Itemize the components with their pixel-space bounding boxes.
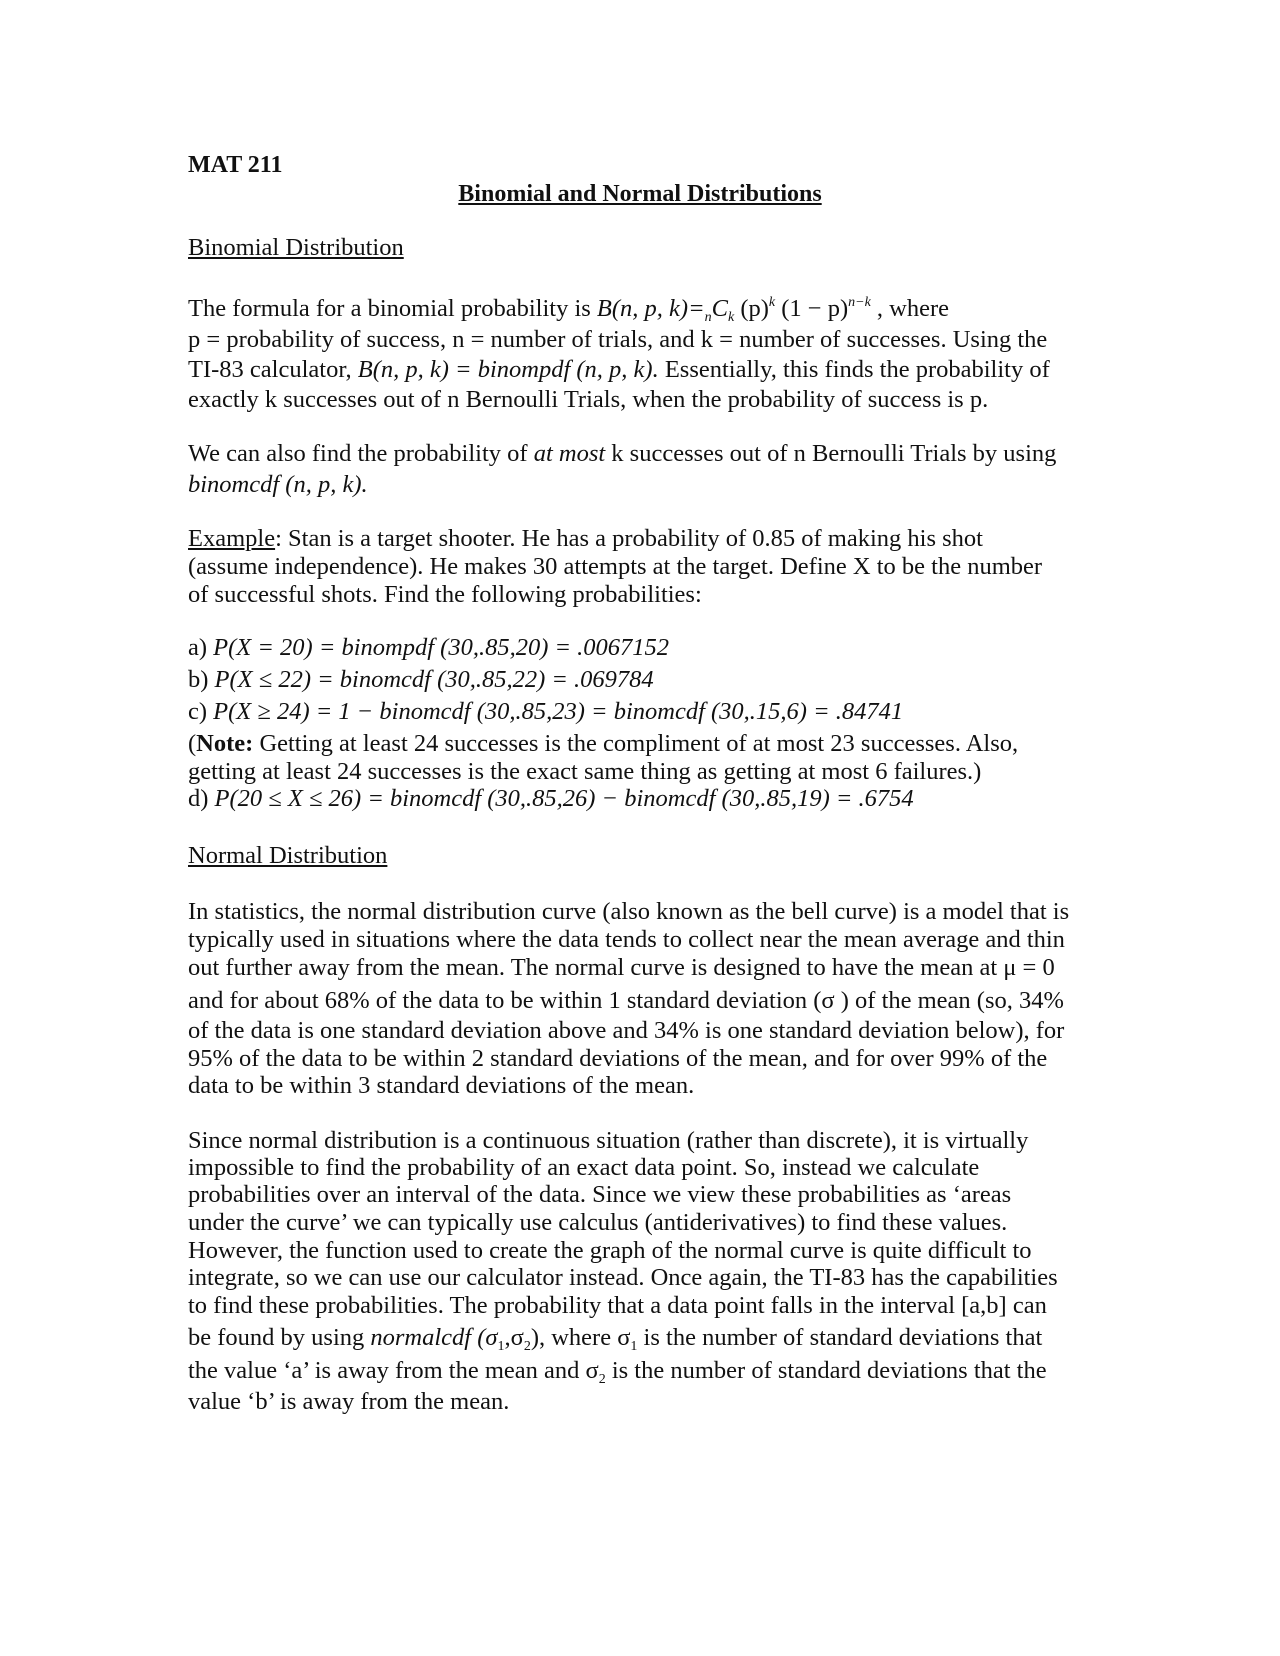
exact-line: exactly k successes out of n Bernoulli Trials, when the probability of success is p.: [188, 386, 989, 413]
note-line-2: getting at least 24 successes is the exact same thing as getting at most 6 failures.): [188, 758, 982, 785]
found-start: be found by using: [188, 1324, 371, 1351]
formula-B: B(n, p, k)=: [596, 295, 705, 322]
sigma-1-sub: 1: [497, 1339, 505, 1354]
part-b: [188, 665, 654, 695]
part-a: [188, 633, 669, 663]
part-d-label: d): [188, 785, 215, 812]
part-c-label: c): [188, 698, 214, 725]
atmost-line: [188, 439, 1056, 469]
part-c: [188, 697, 903, 727]
normal-p2-line-6: integrate, so we can use our calculator instead. Once again, the TI-83 has the capabilities: [188, 1264, 1058, 1291]
found-mid: ,σ: [504, 1324, 524, 1351]
normal-p1-line-7: data to be within 3 standard deviations of the mean.: [188, 1072, 695, 1099]
normal-p1-line-6: 95% of the data to be within 2 standard deviations of the mean, and for over 99% of the: [188, 1045, 1048, 1072]
normal-heading: Normal Distribution: [188, 842, 388, 869]
example-line-1-rest: : Stan is a target shooter. He has a probability of 0.85 of making his shot: [275, 525, 983, 552]
example-line-3: of successful shots. Find the following probabilities:: [188, 581, 702, 608]
definitions-line: p = probability of success, n = number of trials, and k = number of successes. Using the: [188, 326, 1048, 353]
page-title: Binomial and Normal Distributions: [458, 181, 822, 207]
part-a-expression: P(X = 20) = binompdf (30,.85,20) = .0067152: [213, 634, 670, 661]
example-label: Example: [188, 525, 276, 552]
part-b-label: b): [188, 666, 215, 693]
value-b-line: value ‘b’ is away from the mean.: [188, 1388, 510, 1415]
found-end: is the number of standard deviations that: [637, 1324, 1043, 1351]
formula-intro: The formula for a binomial probability is: [188, 295, 597, 322]
formula-tail: , where: [870, 295, 950, 322]
normal-p2-line-2: impossible to find the probability of an exact data point. So, instead we calculate: [188, 1154, 980, 1181]
normal-p1-line-5: of the data is one standard deviation above and 34% is one standard deviation below), for: [188, 1017, 1065, 1044]
note-line-1-rest: Getting at least 24 successes is the compliment of at most 23 successes. Also,: [253, 730, 1019, 757]
value-a-end: is the number of standard deviations that the: [605, 1357, 1047, 1384]
formula-exp-k: k: [768, 295, 776, 310]
normal-p1-line-2: typically used in situations where the data tends to collect near the mean average and thin: [188, 926, 1065, 953]
part-d-expression: P(20 ≤ X ≤ 26) = binomcdf (30,.85,26) − binomcdf (30,.85,19) = .6754: [214, 785, 914, 812]
normal-p2-line-5: However, the function used to create the graph of the normal curve is quite difficult to: [188, 1237, 1032, 1264]
example-line-2: (assume independence). He makes 30 attempts at the target. Define X to be the number: [188, 553, 1043, 580]
ti-start: TI-83 calculator,: [188, 356, 358, 383]
formula-p: (p): [734, 295, 769, 322]
example-line-1: [188, 524, 983, 554]
found-where: where σ: [545, 1324, 631, 1351]
where-sigma-1-sub: 1: [630, 1339, 638, 1354]
value-a-line: [188, 1356, 1047, 1386]
normal-p2-line-7: to find these probabilities. The probability that a data point falls in the interval [a,b] can: [188, 1292, 1047, 1319]
formula-k: k: [727, 310, 735, 325]
found-close: ),: [530, 1324, 546, 1351]
normal-p1-line-4: and for about 68% of the data to be within 1 standard deviation (σ ) of the mean (so, 34%: [188, 987, 1064, 1014]
ti83-line: [188, 355, 1050, 385]
note-label: Note:: [196, 730, 254, 757]
binomial-formula-line: [188, 294, 949, 324]
atmost-start: We can also find the probability of: [188, 440, 534, 467]
normalcdf-line: [188, 1323, 1042, 1353]
value-a-sigma-sub: 2: [598, 1372, 606, 1387]
part-a-label: a): [188, 634, 214, 661]
part-b-expression: P(X ≤ 22) = binomcdf (30,.85,22) = .069784: [214, 666, 654, 693]
ti-end: Essentially, this finds the probability of: [658, 356, 1050, 383]
normal-p2-line-4: under the curve’ we can typically use calculus (antiderivatives) to find these values.: [188, 1209, 1008, 1236]
normalcdf-fn: normalcdf (σ: [370, 1324, 498, 1351]
binomial-heading: Binomial Distribution: [188, 234, 404, 261]
note-line-1: [188, 729, 1018, 759]
normal-p2-line-1: Since normal distribution is a continuous situation (rather than discrete), it is virtually: [188, 1127, 1029, 1154]
part-d: [188, 784, 914, 814]
normal-p1-line-1: In statistics, the normal distribution curve (also known as the bell curve) is a model that is: [188, 898, 1070, 925]
atmost-end: k successes out of n Bernoulli Trials by using: [605, 440, 1057, 467]
normal-p2-line-3: probabilities over an interval of the data. Since we view these probabilities as ‘areas: [188, 1181, 1012, 1208]
note-open: (: [188, 730, 197, 757]
atmost-em: at most: [533, 440, 606, 467]
formula-exp-nk: n−k: [848, 295, 871, 310]
part-c-expression: P(X ≥ 24) = 1 − binomcdf (30,.85,23) = binomcdf (30,.15,6) = .84741: [213, 698, 904, 725]
ti-binompdf: B(n, p, k) = binompdf (n, p, k).: [357, 356, 659, 383]
normal-p1-line-3: out further away from the mean. The normal curve is designed to have the mean at μ = 0: [188, 954, 1055, 981]
value-a-start: the value ‘a’ is away from the mean and σ: [188, 1357, 599, 1384]
formula-C: C: [711, 295, 728, 322]
formula-q: (1 − p): [775, 295, 849, 322]
formula-n: n: [704, 310, 712, 325]
course-code: MAT 211: [188, 152, 283, 178]
sigma-2-sub: 2: [523, 1339, 531, 1354]
binomcdf-expression: binomcdf (n, p, k).: [188, 471, 368, 498]
